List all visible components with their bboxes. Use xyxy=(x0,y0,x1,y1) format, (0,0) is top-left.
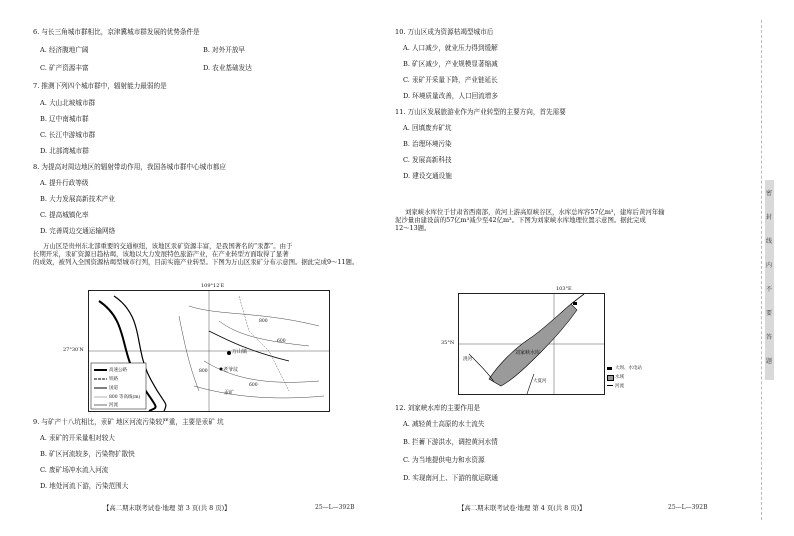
q6-option-c[interactable]: C. 矿产资源丰富 xyxy=(40,64,89,72)
binding-margin xyxy=(734,0,794,536)
right-footer: 【高二期末联考试卷·地理 第 4 页(共 8 页)】 xyxy=(458,504,586,512)
right-map-river: 大夏河 xyxy=(533,379,547,384)
left-footer: 【高二期末联考试卷·地理 第 3 页(共 8 页)】 xyxy=(103,504,231,512)
q7-option-d[interactable]: D. 北部湾城市群 xyxy=(40,147,89,155)
left-map-contour-3: 800 xyxy=(199,369,208,374)
q10-stem: 10. 万山区成为资源枯竭型城市后 xyxy=(395,28,494,36)
q12-option-c[interactable]: C. 为当地提供电力和水资源 xyxy=(403,456,485,464)
right-map-river2: 洮河 xyxy=(463,357,472,362)
q8-option-c[interactable]: C. 提高城镇化率 xyxy=(40,211,89,219)
q12-option-d[interactable]: D. 实现南河上、下游的航运联通 xyxy=(403,474,498,482)
q6-stem: 6. 与长三角城市群相比，京津冀城市群发展的优势条件是 xyxy=(33,28,200,36)
seal-char: 密 xyxy=(766,190,773,197)
passage-liujiaxia xyxy=(395,208,725,232)
q8-option-d[interactable]: D. 完善周边交通运输网络 xyxy=(40,227,116,235)
right-map-latitude: 35°N xyxy=(441,340,455,346)
passage-line-3: 12～13题。 xyxy=(395,224,431,232)
q7-option-a[interactable]: A. 大山北坡城市群 xyxy=(40,99,96,107)
seal-char: 要 xyxy=(766,310,773,317)
liujiaxia-reservoir-map xyxy=(441,286,605,395)
passage-line-1: 万山区是贵州东北部重要的交通枢纽，该地区汞矿资源丰富，是我国著名的“汞都”。由于 xyxy=(43,242,293,250)
seal-char: 封 xyxy=(766,214,773,221)
left-map-contour-1: 800 xyxy=(259,319,268,324)
q11-option-a[interactable]: A. 回填废弃矿坑 xyxy=(403,124,452,132)
legend-water: 水域 xyxy=(615,375,624,380)
right-map-longitude: 103°E xyxy=(556,286,572,292)
legend-national-road: 国道 xyxy=(109,386,118,391)
legend-dam-icon xyxy=(607,367,612,370)
q11-stem: 11. 万山区发展旅游业作为产业转型的主要方向，首先需要 xyxy=(395,108,566,116)
q11-option-c[interactable]: C. 发展高新科技 xyxy=(403,156,452,164)
legend-river: 河流 xyxy=(109,403,118,408)
q9-option-b[interactable]: B. 矿区河流较多，污染物扩散快 xyxy=(40,450,135,458)
q12-stem: 12. 刘家峡水库的主要作用是 xyxy=(395,404,481,412)
seal-char: 题 xyxy=(766,358,773,365)
q10-option-d[interactable]: D. 环境质量改善，人口回流增多 xyxy=(403,92,498,100)
left-map-longitude: 109°12′E xyxy=(201,283,225,289)
q9-option-c[interactable]: C. 废矿场冲水流入河流 xyxy=(40,466,109,474)
left-map-mine: 汞矿 xyxy=(224,390,235,396)
left-map-town: 万山镇 xyxy=(232,349,248,355)
q11-option-b[interactable]: B. 治理环境污染 xyxy=(403,140,452,148)
seal-char: 内 xyxy=(766,262,773,269)
right-map-legend xyxy=(607,365,647,392)
legend-contour: 800 等高线(m) xyxy=(109,395,141,400)
seal-char: 不 xyxy=(766,286,773,293)
dashed-fold-line xyxy=(761,20,762,520)
q12-option-b[interactable]: B. 拦蓄下游洪水，调控黄河水情 xyxy=(403,438,498,446)
passage-line-2: 长期开采，汞矿资源日趋枯竭，该地以大力发展特色旅游产业，在产业转型方面取得了显著 xyxy=(33,250,289,258)
right-map-reservoir: 刘家峡水库 xyxy=(515,350,541,356)
q10-option-c[interactable]: C. 汞矿开采量下降，产业链延长 xyxy=(403,76,498,84)
q9-stem: 9. 与矿产十八坑相比，汞矿 地区河流污染较严重，主要是汞矿 坑 xyxy=(33,418,224,426)
left-paper-code: 25—L—392B xyxy=(315,504,355,511)
passage-line-3: 的成效，被列入全国资源枯竭型城市行列，目前实施产业转型。下图为万山区汞矿分布示意图。据此完成9～11题。 xyxy=(33,258,359,266)
q8-option-a[interactable]: A. 提升行政等级 xyxy=(40,179,89,187)
seal-char: 线 xyxy=(766,238,773,245)
q6-option-a[interactable]: A. 经济腹地广阔 xyxy=(40,46,89,54)
q7-option-c[interactable]: C. 长江中游城市群 xyxy=(40,131,96,139)
q7-stem: 7. 推测下列四个城市群中，辐射能力最弱的是 xyxy=(33,82,167,90)
left-map-town2: 老爷坟 xyxy=(223,367,239,373)
q9-option-d[interactable]: D. 地处河流下游，污染范围大 xyxy=(40,482,129,490)
q6-option-b[interactable]: B. 对外开放早 xyxy=(203,46,246,54)
legend-railway: 铁路 xyxy=(109,377,118,382)
q10-option-a[interactable]: A. 人口减少，就业压力得到缓解 xyxy=(403,44,498,52)
legend-water-icon xyxy=(607,375,614,381)
q11-option-d[interactable]: D. 建设交通设施 xyxy=(403,172,452,180)
wanshan-mercury-map xyxy=(63,283,330,412)
seal-char: 答 xyxy=(766,334,773,341)
passage-line-2: 泥沙量由建设前的57亿m³减少至42亿m³。下图为刘家峡水库地理位置示意图。据此完成 xyxy=(395,216,646,224)
q10-option-b[interactable]: B. 矿区减少，产业规模显著缩减 xyxy=(403,60,498,68)
passage-wanshan xyxy=(33,242,383,266)
q9-option-a[interactable]: A. 汞矿的开采量相对较大 xyxy=(40,434,115,442)
left-map-contour-2: 600 xyxy=(277,339,286,344)
right-paper-code: 25—L—392B xyxy=(668,504,708,511)
sealing-strip xyxy=(765,180,774,380)
q8-option-b[interactable]: B. 大力发展高新技术产业 xyxy=(40,195,115,203)
q8-stem: 8. 为提高对周边地区的辐射带动作用，我国各城市群中心城市都应 xyxy=(33,163,227,171)
q7-option-b[interactable]: B. 辽中南城市群 xyxy=(40,115,89,123)
left-map-contour-4: 600 xyxy=(249,383,258,388)
q12-option-a[interactable]: A. 减轻黄土高原的水土流失 xyxy=(403,420,485,428)
left-map-latitude: 27°30′N xyxy=(63,347,84,353)
legend-highway: 高速公路 xyxy=(109,368,127,373)
passage-line-1: 刘家峡水库位于甘肃省西南部，黄河上游高原峡谷区，水库总库容57亿m³，建库后黄河年输 xyxy=(405,208,665,216)
legend-river-icon xyxy=(607,385,613,386)
legend-river: 河流 xyxy=(615,384,624,389)
q6-option-d[interactable]: D. 农业基础发达 xyxy=(203,64,252,72)
legend-dam: 大坝、水电站 xyxy=(615,366,642,371)
